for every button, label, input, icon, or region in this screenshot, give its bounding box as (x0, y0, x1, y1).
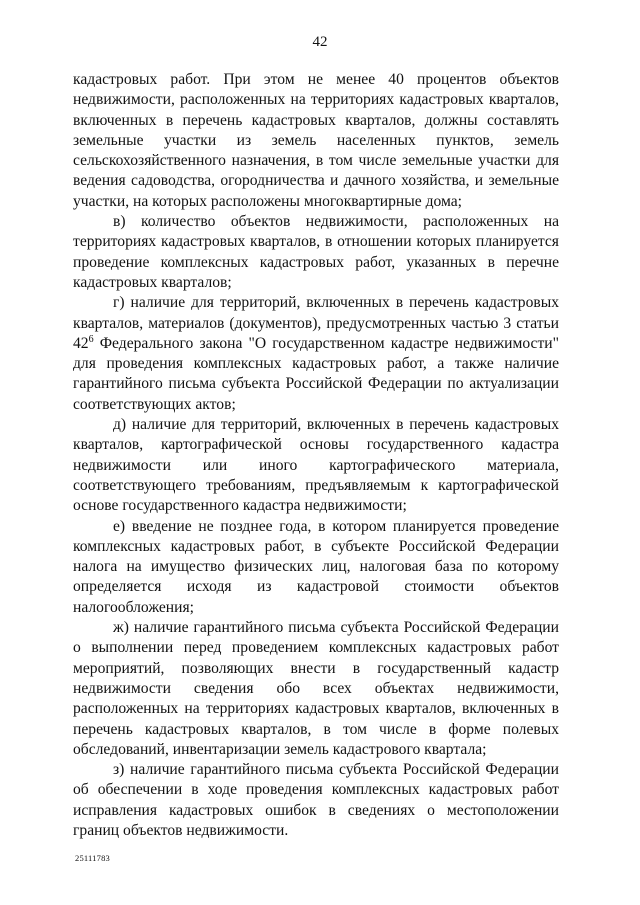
article-superscript: 6 (88, 333, 94, 345)
document-body (73, 70, 559, 841)
paragraph-item-zh: ж) наличие гарантийного письма субъекта Российской Федерации о выполнении перед проведением комплексных кадастровых работ мероприятий, позволяющих внести в государственный кадастр недвижимости сведения обо всех объектах недвижимости, расположенных на территориях кадастровых кварталов, включенных в перечень кадастровых кварталов, в том числе в форме полевых обследований, инвентаризации земель кадастрового квартала; (73, 619, 559, 758)
paragraph-item-d: д) наличие для территорий, включенных в перечень кадастровых кварталов, картографической основы государственного кадастра недвижимости или иного картографического материала, соответствующего требованиям, предъявляемым к картографической основе государственного кадастра недвижимости; (73, 416, 559, 515)
paragraph-item-g-text-end: Федерального закона "О государственном кадастре недвижимости" для проведения комплексных кадастровых работ, а также наличие гарантийного письма субъекта Российской Федерации по актуализации соответствующих актов; (73, 334, 559, 413)
paragraph-item-g-text-start: г) наличие для территорий, включенных в перечень кадастровых кварталов, материалов (документов), предусмотренных частью 3 статьи 42 (73, 294, 559, 352)
document-code: 25111783 (75, 853, 110, 863)
paragraph-continuation: кадастровых работ. При этом не менее 40 процентов объектов недвижимости, расположенных на территориях кадастровых кварталов, включенных в перечень кадастровых кварталов, должны составлять земельные участки из земель населенных пунктов, земель сельскохозяйственного назначения, в том числе земельные участки для ведения садоводства, огородничества и дачного хозяйства, и земельные участки, на которых расположены многоквартирные дома; (73, 71, 559, 210)
page-number: 42 (312, 34, 328, 50)
paragraph-item-v: в) количество объектов недвижимости, расположенных на территориях кадастровых кварталов, в отношении которых планируется проведение комплексных кадастровых работ, указанных в перечне кадастровых кварталов; (73, 213, 559, 291)
paragraph-item-z: з) наличие гарантийного письма субъекта Российской Федерации об обеспечении в ходе проведения комплексных кадастровых работ исправления кадастровых ошибок в сведениях о местоположении границ объектов недвижимости. (73, 761, 559, 839)
paragraph-item-e: е) введение не позднее года, в котором планируется проведение комплексных кадастровых работ, в субъекте Российской Федерации налога на имущество физических лиц, налоговая база по которому определяется исходя из кадастровой стоимости объектов налогообложения; (73, 517, 559, 616)
paragraph-item-g (73, 293, 559, 415)
